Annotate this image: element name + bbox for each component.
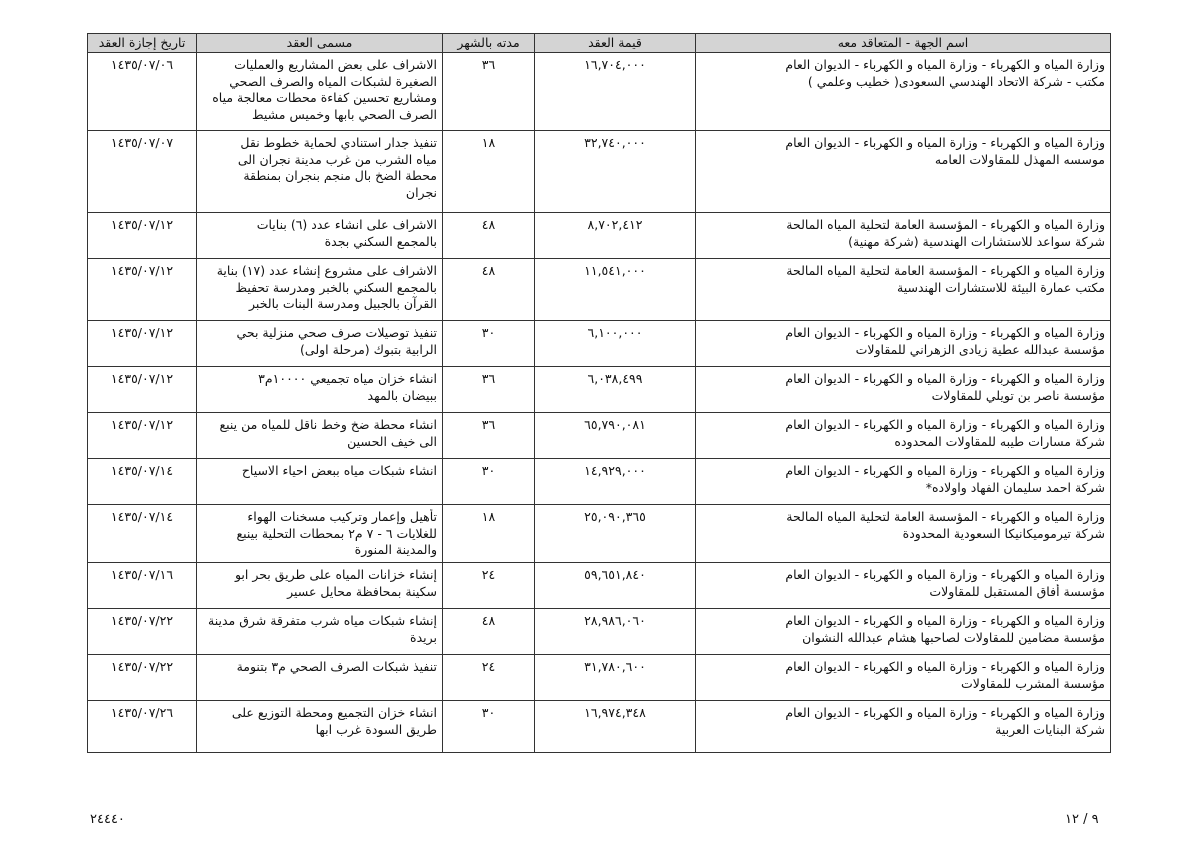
table-row [88, 563, 1111, 609]
cell-date: ١٤٣٥/٠٧/١٤ [88, 459, 197, 505]
cell-date: ١٤٣٥/٠٧/١٤ [88, 505, 197, 563]
cell-title-line: مياه الشرب من غرب مدينة نجران الى [237, 151, 437, 167]
cell-date: ١٤٣٥/٠٧/٢٢ [88, 655, 197, 701]
cell-title-line: بالمجمع السكني بالخبر ومدرسة تحفيظ [235, 279, 437, 295]
cell-party-line: شركة سواعد للاستشارات الهندسية (شركة مهنية) [848, 233, 1105, 249]
cell-party-line: مكتب - شركة الاتحاد الهندسي السعودى( خطيب وعلمي ) [807, 73, 1105, 89]
cell-party-line: مؤسسة المشرب للمقاولات [961, 675, 1105, 691]
cell-date: ١٤٣٥/٠٧/١٢ [88, 259, 197, 321]
cell-party-line: وزارة المياه و الكهرباء - وزارة المياه و الكهرباء - الديوان العام [785, 463, 1105, 478]
cell-value: ١١,٥٤١,٠٠٠ [535, 259, 696, 321]
table-row [88, 53, 1111, 131]
cell-party-line: وزارة المياه و الكهرباء - وزارة المياه و الكهرباء - الديوان العام [785, 705, 1105, 720]
cell-party-line: وزارة المياه و الكهرباء - وزارة المياه و الكهرباء - الديوان العام [785, 659, 1105, 674]
cell-party [696, 701, 1111, 753]
cell-party-line: مكتب عمارة البيئة للاستشارات الهندسية [897, 279, 1105, 295]
table-body [88, 53, 1111, 753]
cell-party-line: وزارة المياه و الكهرباء - وزارة المياه و الكهرباء - الديوان العام [785, 135, 1105, 150]
cell-value: ١٦,٧٠٤,٠٠٠ [535, 53, 696, 131]
cell-party [696, 609, 1111, 655]
cell-party [696, 459, 1111, 505]
cell-title-line: ومشاريع تحسين كفاءة محطات معالجة مياه [212, 90, 437, 105]
cell-title-line: انشاء محطة ضخ وخط ناقل للمياه من ينبع [219, 417, 437, 432]
cell-party [696, 655, 1111, 701]
cell-party-line: وزارة المياه و الكهرباء - وزارة المياه و الكهرباء - الديوان العام [785, 371, 1105, 386]
table-row [88, 367, 1111, 413]
cell-title-line: ببيضان بالمهد [367, 387, 437, 403]
cell-date: ١٤٣٥/٠٧/٢٢ [88, 609, 197, 655]
cell-party-line: وزارة المياه و الكهرباء - وزارة المياه و الكهرباء - الديوان العام [785, 325, 1105, 340]
cell-title-line: انشاء خزان التجميع ومحطة التوزيع على [231, 705, 437, 720]
cell-value: ٣١,٧٨٠,٦٠٠ [535, 655, 696, 701]
cell-party [696, 131, 1111, 213]
cell-party-line: وزارة المياه و الكهرباء - المؤسسة العامة لتحلية المياه المالحة [786, 509, 1105, 524]
cell-title-line: للغلايات ٦ - ٧ م٢ بمحطات التحلية بينبع [236, 525, 437, 541]
cell-duration: ٤٨ [443, 609, 535, 655]
cell-party-line: وزارة المياه و الكهرباء - وزارة المياه و الكهرباء - الديوان العام [785, 613, 1105, 628]
cell-duration: ١٨ [443, 505, 535, 563]
header-value: قيمة العقد [535, 34, 696, 53]
cell-value: ١٤,٩٢٩,٠٠٠ [535, 459, 696, 505]
cell-title [197, 259, 443, 321]
cell-duration: ٣٠ [443, 321, 535, 367]
cell-value: ٥٩,٦٥١,٨٤٠ [535, 563, 696, 609]
cell-title [197, 459, 443, 505]
page-number: ٩ / ١٢ [1065, 812, 1099, 827]
cell-title [197, 563, 443, 609]
cell-party-line: موسسه المهذل للمقاولات العامه [934, 151, 1105, 167]
cell-title-line: الصرف الصحي بابها وخميس مشيط [252, 106, 437, 122]
cell-title [197, 701, 443, 753]
table-row [88, 655, 1111, 701]
cell-party-line: مؤسسة عبدالله عطية زيادى الزهراني للمقاولات [855, 341, 1105, 357]
cell-title-line: إنشاء خزانات المياه على طريق بحر ابو [234, 567, 437, 582]
cell-title-line: الاشراف على بعض المشاريع والعمليات [234, 57, 437, 72]
cell-party-line: وزارة المياه و الكهرباء - وزارة المياه و الكهرباء - الديوان العام [785, 57, 1105, 72]
cell-party-line: وزارة المياه و الكهرباء - وزارة المياه و الكهرباء - الديوان العام [785, 417, 1105, 432]
cell-title-line: طريق السودة غرب ابها [315, 721, 437, 737]
cell-title [197, 505, 443, 563]
table-row [88, 459, 1111, 505]
cell-duration: ٣٦ [443, 413, 535, 459]
cell-title-line: الاشراف على انشاء عدد (٦) بنايات [256, 217, 437, 232]
cell-duration: ٤٨ [443, 259, 535, 321]
cell-date: ١٤٣٥/٠٧/١٢ [88, 413, 197, 459]
header-title: مسمى العقد [197, 34, 443, 53]
cell-value: ٢٥,٠٩٠,٣٦٥ [535, 505, 696, 563]
cell-title-line: انشاء شبكات مياه ببعض احياء الاسياح [241, 463, 437, 478]
cell-title-line: تنفيذ شبكات الصرف الصحي م٣ بتنومة [236, 659, 437, 674]
cell-duration: ٤٨ [443, 213, 535, 259]
cell-date: ١٤٣٥/٠٧/١٢ [88, 367, 197, 413]
cell-title-line: سكينة بمحافظة محايل عسير [287, 583, 437, 599]
cell-value: ١٦,٩٧٤,٣٤٨ [535, 701, 696, 753]
table-row [88, 213, 1111, 259]
cell-title-line: والمدينة المنورة [354, 542, 437, 557]
cell-title [197, 321, 443, 367]
cell-party-line: شركة مسارات طيبه للمقاولات المحدوده [894, 433, 1105, 449]
cell-title-line: تأهيل وإعمار وتركيب مسخنات الهواء [247, 509, 437, 524]
cell-title-line: الاشراف على مشروع إنشاء عدد (١٧) بناية [216, 263, 437, 278]
cell-title-line: القرآن بالجبيل ومدرسة البنات بالخبر [249, 296, 437, 311]
cell-party-line: مؤسسة مضامين للمقاولات لصاحبها هشام عبدالله النشوان [802, 629, 1105, 645]
cell-duration: ٣٦ [443, 53, 535, 131]
cell-date: ١٤٣٥/٠٧/١٦ [88, 563, 197, 609]
cell-party-line: مؤسسة ناصر بن تويلي للمقاولات [931, 387, 1105, 403]
cell-party-line: وزارة المياه و الكهرباء - المؤسسة العامة لتحلية المياه المالحة [786, 217, 1105, 232]
cell-title-line: تنفيذ توصيلات صرف صحي منزلية بحي [236, 325, 437, 340]
cell-party [696, 563, 1111, 609]
cell-title-line: نجران [405, 184, 437, 200]
cell-value: ٨,٧٠٢,٤١٢ [535, 213, 696, 259]
table-row [88, 131, 1111, 213]
cell-party-line: شركة تيرموميكانيكا السعودية المحدودة [902, 525, 1105, 541]
cell-date: ١٤٣٥/٠٧/٢٦ [88, 701, 197, 753]
cell-title-line: تنفيذ جدار استنادي لحماية خطوط نقل [240, 135, 437, 150]
cell-date: ١٤٣٥/٠٧/١٢ [88, 213, 197, 259]
cell-duration: ٣٠ [443, 701, 535, 753]
cell-title [197, 213, 443, 259]
cell-party-line: شركة البنايات العربية [995, 721, 1105, 737]
header-row [88, 34, 1111, 53]
cell-date: ١٤٣٥/٠٧/٠٧ [88, 131, 197, 213]
cell-value: ٣٢,٧٤٠,٠٠٠ [535, 131, 696, 213]
table-row [88, 609, 1111, 655]
cell-date: ١٤٣٥/٠٧/١٢ [88, 321, 197, 367]
cell-title [197, 367, 443, 413]
cell-value: ٦,٠٣٨,٤٩٩ [535, 367, 696, 413]
cell-duration: ٣٠ [443, 459, 535, 505]
cell-party [696, 53, 1111, 131]
cell-title [197, 131, 443, 213]
cell-title [197, 53, 443, 131]
header-duration: مدته بالشهر [443, 34, 535, 53]
table-row [88, 321, 1111, 367]
header-party: اسم الجهة - المتعاقد معه [696, 34, 1111, 53]
cell-title-line: بريدة [410, 629, 437, 645]
cell-title-line: إنشاء شبكات مياه شرب متفرقة شرق مدينة [208, 613, 437, 628]
cell-party [696, 213, 1111, 259]
cell-party-line: شركة احمد سليمان الفهاد واولاده* [925, 479, 1105, 495]
cell-title-line: الرابية بتبوك (مرحلة اولى) [300, 341, 437, 357]
header-date: تاريخ إجازة العقد [88, 34, 197, 53]
cell-title-line: محطة الضخ بال منجم بنجران بمنطقة [243, 168, 437, 183]
cell-party [696, 367, 1111, 413]
cell-title-line: انشاء خزان مياه تجميعي ١٠٠٠٠م٣ [258, 371, 437, 386]
cell-duration: ٢٤ [443, 655, 535, 701]
table-row [88, 701, 1111, 753]
cell-party [696, 413, 1111, 459]
document-number: ٢٤٤٤٠ [90, 812, 125, 827]
cell-value: ٦٥,٧٩٠,٠٨١ [535, 413, 696, 459]
cell-duration: ١٨ [443, 131, 535, 213]
cell-title [197, 609, 443, 655]
cell-party [696, 259, 1111, 321]
table-row [88, 505, 1111, 563]
cell-value: ٢٨,٩٨٦,٠٦٠ [535, 609, 696, 655]
contracts-table [87, 33, 1111, 753]
cell-date: ١٤٣٥/٠٧/٠٦ [88, 53, 197, 131]
cell-title [197, 655, 443, 701]
table-row [88, 259, 1111, 321]
cell-party-line: مؤسسة أفاق المستقبل للمقاولات [929, 583, 1105, 599]
cell-title-line: بالمجمع السكني بجدة [324, 233, 437, 249]
cell-title [197, 413, 443, 459]
cell-value: ٦,١٠٠,٠٠٠ [535, 321, 696, 367]
cell-party [696, 505, 1111, 563]
cell-party [696, 321, 1111, 367]
cell-duration: ٢٤ [443, 563, 535, 609]
cell-party-line: وزارة المياه و الكهرباء - وزارة المياه و الكهرباء - الديوان العام [785, 567, 1105, 582]
cell-duration: ٣٦ [443, 367, 535, 413]
cell-party-line: وزارة المياه و الكهرباء - المؤسسة العامة لتحلية المياه المالحة [786, 263, 1105, 278]
table-row [88, 413, 1111, 459]
cell-title-line: الصغيرة لشبكات المياه والصرف الصحي [229, 73, 437, 89]
cell-title-line: الى خيف الحسين [347, 433, 437, 449]
